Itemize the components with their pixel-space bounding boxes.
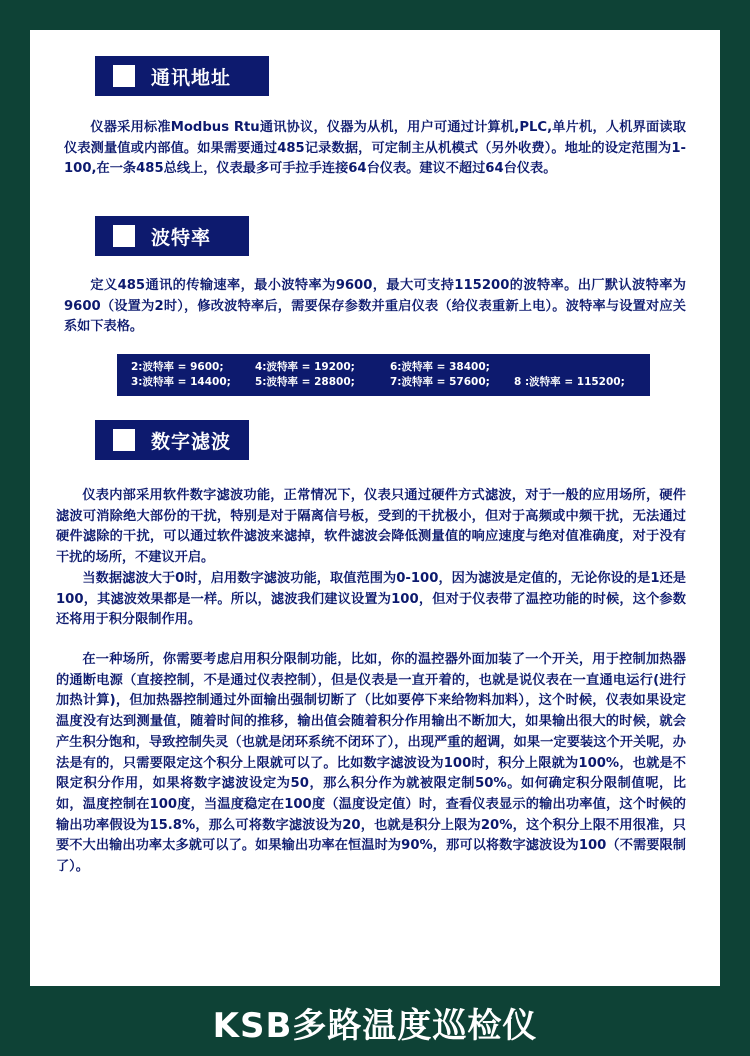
section-title: 数字滤波 [151,430,232,453]
table-cell: 7:波特率 = 57600; [390,376,490,388]
paragraph: 仪表内部采用软件数字滤波功能，正常情况下，仪表只通过硬件方式滤波，对于一般的应用场所，硬件滤波可消除绝大部份的干扰，特别是对于隔离信号板，受到的干扰极小，但对于高频或中频干扰，无法通过硬件滤除的干扰，可以通过软件滤波来滤掉，软件滤波会降低测量值的响应速度与绝对值准确度，对于没有干扰的场所，不建议开启。 [56,488,686,566]
table-cell: 5:波特率 = 28800; [255,376,355,388]
table-cell: 3:波特率 = 14400; [131,376,231,388]
square-bullet-icon [113,65,135,87]
square-bullet-icon [113,225,135,247]
section-header-digital-filter [95,420,249,460]
table-cell: 8 :波特率 = 115200; [514,376,625,388]
square-bullet-icon [113,429,135,451]
paragraph: 当数据滤波大于0时，启用数字滤波功能，取值范围为0-100，因为滤波是定值的，无论你设的是1还是100，其滤波效果都是一样。所以，滤波我们建议设置为100，但对于仪表带了温控功能的时候，这个参数还将用于积分限制作用。 [56,571,686,628]
baud-rate-table [117,354,650,396]
paragraph: 定义485通讯的传输速率，最小波特率为9600，最大可支持115200的波特率。出厂默认波特率为9600（设置为2时），修改波特率后，需要保存参数并重启仪表（给仪表重新上电）。波特率与设置对应关系如下表格。 [64,278,686,335]
table-cell: 2:波特率 = 9600; [131,361,224,373]
table-cell: 4:波特率 = 19200; [255,361,355,373]
footer-title: KSB多路温度巡检仪 [212,1006,538,1046]
table-cell: 6:波特率 = 38400; [390,361,490,373]
section-header-baud-rate [95,216,249,256]
section-title: 波特率 [151,226,212,249]
table-row [131,375,650,390]
table-row [131,360,650,375]
paragraph: 仪器采用标准Modbus Rtu通讯协议，仪器为从机，用户可通过计算机,PLC,单片机，人机界面读取仪表测量值或内部值。如果需要通过485记录数据，可定制主从机模式（另外收费）。地址的设定范围为1-100,在一条485总线上，仪表最多可手拉手连接64台仪表。建议不超过64台仪表。 [64,120,686,177]
paragraph: 在一种场所，你需要考虑启用积分限制功能，比如，你的温控器外面加装了一个开关，用于控制加热器的通断电源（直接控制，不是通过仪表控制），但是仪表是一直开着的，也就是说仪表在一直通电运行(进行加热计算)，但加热器控制通过外面输出强制切断了（比如要停下来给物料加料），这个时候，仪表如果设定温度没有达到测量值，随着时间的推移，输出值会随着积分作用输出不断加大，如果输出很大的时候，就会产生积分饱和，导致控制失灵（也就是闭环系统不闭环了），出现严重的超调，如果一定要装这个开关呢，办法是有的，只需要限定这个积分上限就可以了。比如数字滤波设为100时，积分上限就为100%，也就是不限定积分作用，如果将数字滤波设定为50，那么积分作为就被限定制50%。如何确定积分限制值呢，比如，温度控制在100度，当温度稳定在100度（温度设定值）时，查看仪表显示的输出功率值，这个时候的输出功率假设为15.8%，那么可将数字滤波设为20，也就是积分上限为20%，这个积分上限不用很准，只要不大出输出功率太多就可以了。如果输出功率在恒温时为90%，那可以将数字滤波设为100（不需要限制了）。 [56,652,686,875]
section-title: 通讯地址 [151,66,232,89]
section-header-address [95,56,269,96]
